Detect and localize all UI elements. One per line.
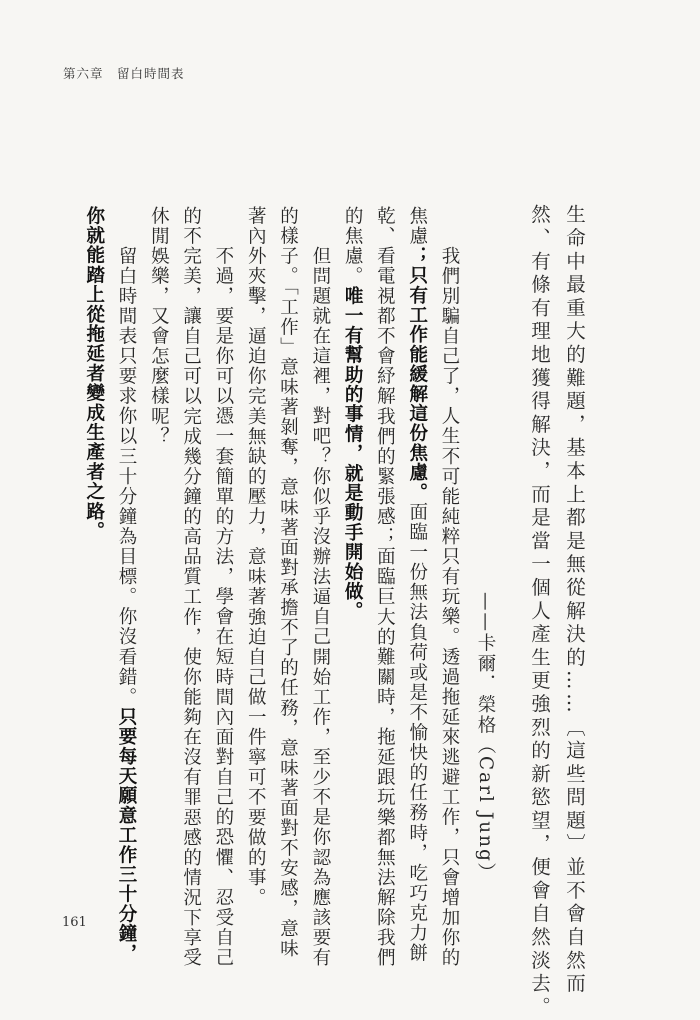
body-segment: 著內外夾擊，逼迫你完美無缺的壓力，意味著強迫自己做一件寧可不要做的事。	[245, 206, 267, 908]
body-segment: 面臨一份無法負荷或是不愉快的任務時，吃巧克力餅	[406, 502, 428, 964]
body-segment: 但問題就在這裡，對吧？你似乎沒辦法逼自己開始工作，至少不是你認為應該要有	[309, 246, 331, 968]
chapter-header: 第六章 留白時間表	[63, 66, 185, 81]
body-column	[343, 206, 362, 621]
emphasis-text: ；只有工作能緩解這份焦慮。	[406, 246, 428, 503]
emphasis-text: 唯一有幫助的事情，就是動手開始做。	[342, 286, 364, 622]
body-column	[278, 206, 297, 959]
body-segment: 的焦慮。	[342, 206, 364, 287]
body-segment: 我們別騙自己了，人生不可能純粹只有玩樂。透過拖延來逃避工作，只會增加你的	[439, 246, 460, 968]
body-column	[407, 206, 426, 963]
body-segment: 留白時間表只要求你以三十分鐘為目標。你沒看錯。	[116, 246, 137, 708]
epigraph-line-1: 生命中最重大的難題，基本上都是無從解決的……〔這些問題〕並不會自然而	[563, 204, 586, 997]
body-column	[310, 246, 329, 968]
body-column	[213, 246, 232, 968]
emphasis-text: 你就能踏上從拖延者變成生產者之路。	[83, 206, 105, 541]
page-number: 161	[62, 915, 87, 930]
body-segment: 乾、看電視都不會紓解我們的緊張感；面臨巨大的難關時，拖延跟玩樂都無法解除我們	[374, 206, 396, 968]
body-column	[440, 246, 459, 968]
epigraph-attribution: ——卡爾．榮格（Carl Jung）	[475, 592, 496, 884]
epigraph-line-2: 然、有條有理地獲得解決，而是當一個人產生更強烈的新慾望，便會自然淡去。	[528, 204, 551, 1020]
body-column	[117, 246, 136, 963]
body-column	[375, 206, 394, 968]
body-column	[84, 206, 103, 541]
body-segment: 焦慮	[406, 206, 428, 247]
emphasis-text: 只要每天願意工作三十分鐘，	[116, 707, 137, 964]
body-column	[149, 206, 168, 447]
body-segment: 不過，要是你可以憑一套簡單的方法，學會在短時間內面對自己的恐懼、忍受自己	[212, 246, 234, 968]
body-segment: 的樣子。「工作」意味著剝奪，意味著面對承擔不了的任務，意味著面對不安感，意味	[277, 206, 299, 959]
body-column	[181, 206, 200, 968]
body-column	[246, 206, 265, 908]
body-segment: 休閒娛樂，又會怎麼樣呢？	[148, 206, 170, 447]
body-segment: 的不完美，讓自己可以完成幾分鐘的高品質工作，使你能夠在沒有罪惡感的情況下享受	[180, 206, 202, 968]
